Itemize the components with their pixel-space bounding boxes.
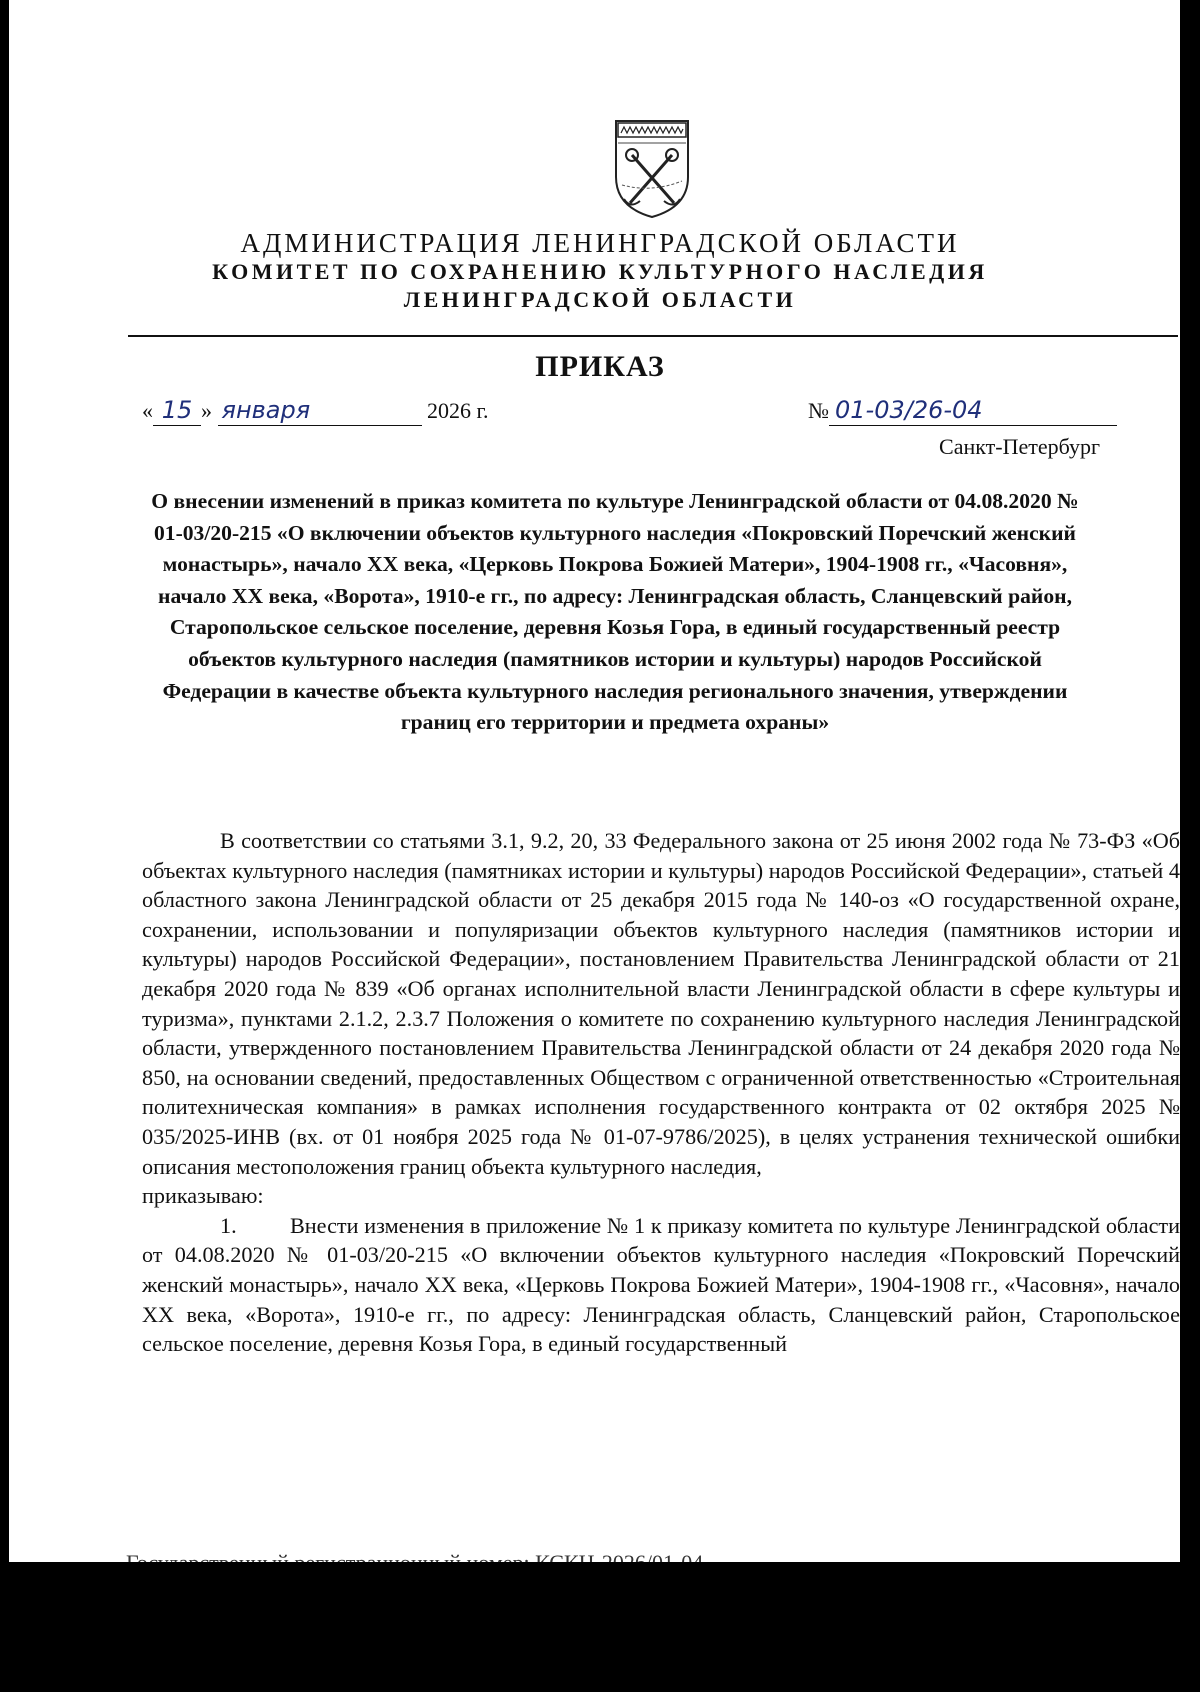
document-body bbox=[142, 826, 1180, 1359]
item-number: 1. bbox=[220, 1212, 237, 1238]
date-day: 15 bbox=[153, 395, 201, 426]
date-year: 2026 г. bbox=[427, 398, 489, 423]
document-title: О внесении изменений в приказ комитета по культуре Ленинградской области от 04.08.2020 № 01-03/20-215 «О включении объектов культурного наследия «Покровский Поречский женский монастырь», начало XX века, «Церковь Покрова Божией Матери», 1904-1908 гг., «Часовня», начало XX века, «Ворота», 1910-е гг., по адресу: Ленинградская область, Сланцевский район, Старопольское сельское поселение, деревня Козья Гора, в единый государственный реестр объектов культурного наследия (памятников истории и культуры) народов Российской Федерации в качестве объекта культурного наследия регионального значения, утверждении границ его территории и предмета охраны» bbox=[151, 489, 1079, 735]
document-date bbox=[142, 395, 489, 426]
org-name-line3: ЛЕНИНГРАДСКОЙ ОБЛАСТИ bbox=[403, 287, 797, 312]
number-label: № bbox=[808, 398, 829, 423]
item-text: Внести изменения в приложение № 1 к приказу комитета по культуре Ленинградской области от 04.08.2020 № 01-03/20-215 «О включении объектов культурного наследия «Покровский Поречский женский монастырь», начало XX века, «Церковь Покрова Божией Матери», 1904-1908 гг., «Часовня», начало XX века, «Ворота», 1910-е гг., по адресу: Ленинградская область, Сланцевский район, Старопольское сельское поселение, деревня Козья Гора, в единый государственный bbox=[142, 1212, 1180, 1357]
scan-bottom-edge bbox=[0, 1562, 1200, 1692]
number-value: 01-03/26-04 bbox=[829, 395, 1117, 426]
header-divider bbox=[128, 335, 1178, 337]
date-close-quote: » bbox=[201, 398, 212, 423]
document-number bbox=[808, 395, 1117, 426]
org-name-line2: КОМИТЕТ ПО СОХРАНЕНИЮ КУЛЬТУРНОГО НАСЛЕДИЯ bbox=[212, 259, 988, 284]
order-word: приказываю: bbox=[142, 1183, 264, 1209]
date-month: января bbox=[218, 395, 422, 426]
date-open-quote: « bbox=[142, 398, 153, 423]
coat-of-arms-icon bbox=[612, 115, 692, 220]
org-name-line1: АДМИНИСТРАЦИЯ ЛЕНИНГРАДСКОЙ ОБЛАСТИ bbox=[240, 228, 960, 258]
preamble-paragraph: В соответствии со статьями 3.1, 9.2, 20, 33 Федерального закона от 25 июня 2002 года № 73-ФЗ «Об объектах культурного наследия (памятниках истории и культуры) народов Российской Федерации», статьей 4 областного закона Ленинградской области от 25 декабря 2015 года № 140-оз «О государственной охране, сохранении, использовании и популяризации объектов культурного наследия (памятников истории и культуры) народов Российской Федерации», постановлением Правительства Ленинградской области от 21 декабря 2020 года № 839 «Об органах исполнительной власти Ленинградской области в сфере культуры и туризма», пунктами 2.1.2, 2.3.7 Положения о комитете по сохранению культурного наследия Ленинградской области, утвержденного постановлением Правительства Ленинградской области от 24 декабря 2020 года № 850, на основании сведений, предоставленных Обществом с ограниченной ответственностью «Строительная политехническая компания» в рамках исполнения государственного контракта от 02 октября 2025 № 035/2025-ИНВ (вх. от 01 ноября 2025 года № 01-07-9786/2025), в целях устранения технической ошибки описания местоположения границ объекта культурного наследия, bbox=[142, 828, 1180, 1179]
list-item bbox=[142, 1211, 1180, 1359]
document-city: Санкт-Петербург bbox=[939, 434, 1100, 459]
document-type: ПРИКАЗ bbox=[535, 350, 665, 383]
